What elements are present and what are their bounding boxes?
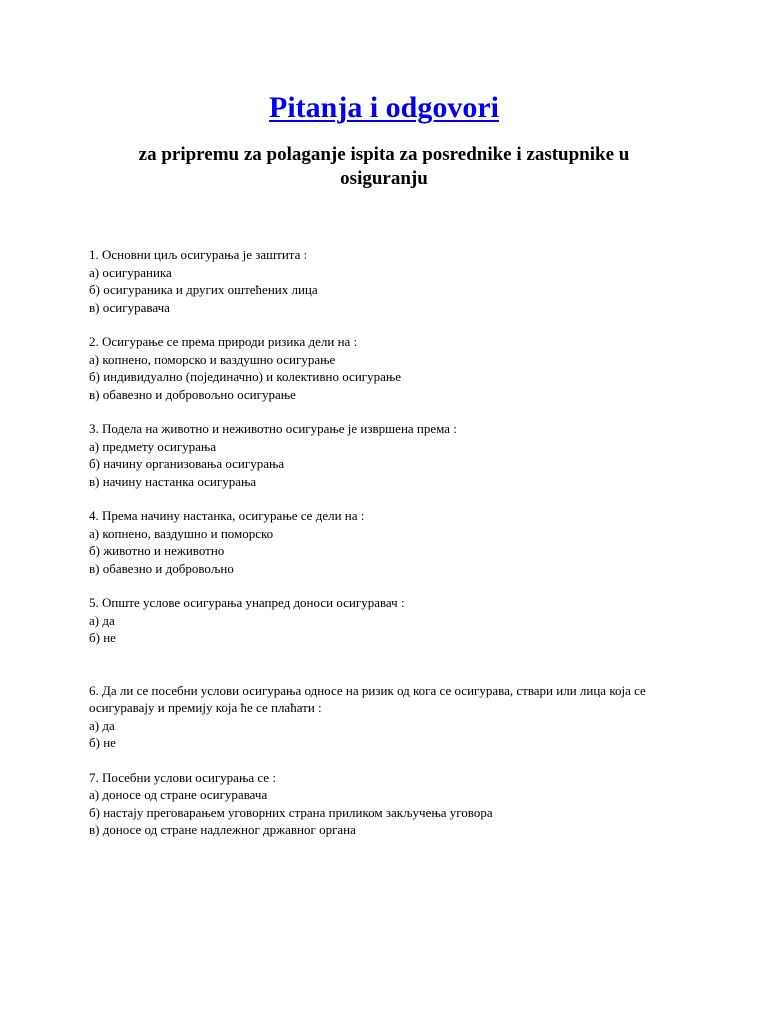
question-block-5 xyxy=(89,594,689,647)
question-text: 5. Опште услове осигурања унапред доноси осигуравач : xyxy=(89,595,405,610)
answer-option: а) да xyxy=(89,612,115,628)
question-block-7 xyxy=(89,769,689,839)
answer-option: в) обавезно и добровољно xyxy=(89,560,234,576)
answer-option: в) осигуравача xyxy=(89,299,170,315)
question-block-2 xyxy=(89,333,689,403)
question-text: 3. Подела на животно и неживотно осигурање је извршена према : xyxy=(89,421,457,436)
question-block-1 xyxy=(89,246,689,316)
question-text: 4. Према начину настанка, осигурање се дели на : xyxy=(89,508,365,523)
question-text: 1. Основни циљ осигурања је заштита : xyxy=(89,247,308,262)
answer-option: в) доносе од стране надлежног државног органа xyxy=(89,822,356,837)
question-text: 6. Да ли се посебни услови осигурања односе на ризик од кога се осигурава, ствари или лица која се осигуравају и премију која ће се плаћати : xyxy=(89,682,650,715)
answer-option: а) осигураника xyxy=(89,264,172,280)
answer-option: а) копнено, ваздушно и поморско xyxy=(89,525,274,541)
answer-option: а) да xyxy=(89,717,115,733)
question-block-6 xyxy=(89,682,689,752)
answer-option: б) не xyxy=(89,630,116,645)
question-text: 7. Посебни услови осигурања се : xyxy=(89,769,276,785)
answer-option: б) начину организовања осигурања xyxy=(89,456,285,471)
answer-option: а) предмету осигурања xyxy=(89,438,217,454)
answer-option: а) доносе од стране осигуравача xyxy=(89,787,268,802)
answer-option: б) животно и неживотно xyxy=(89,543,225,558)
answer-option: в) начину настанка осигурања xyxy=(89,473,257,489)
question-block-4 xyxy=(89,507,689,577)
question-text: 2. Осигурање се према природи ризика дели на : xyxy=(89,334,358,349)
answer-option: б) не xyxy=(89,735,116,750)
question-list xyxy=(89,246,689,856)
answer-option: в) обавезно и добровољно осигурање xyxy=(89,386,296,402)
document-subtitle: za pripremu za polaganje ispita za posrednike i zastupnike u osiguranju xyxy=(138,144,630,189)
question-block-3 xyxy=(89,420,689,490)
answer-option: б) осигураника и других оштећених лица xyxy=(89,282,318,297)
answer-option: а) копнено, поморско и ваздушно осигурање xyxy=(89,351,336,367)
document-title[interactable]: Pitanja i odgovori xyxy=(269,91,499,124)
answer-option: б) индивидуално (појединачно) и колективно осигурање xyxy=(89,369,402,384)
answer-option: б) настају преговарањем уговорних страна приликом закључења уговора xyxy=(89,804,493,820)
